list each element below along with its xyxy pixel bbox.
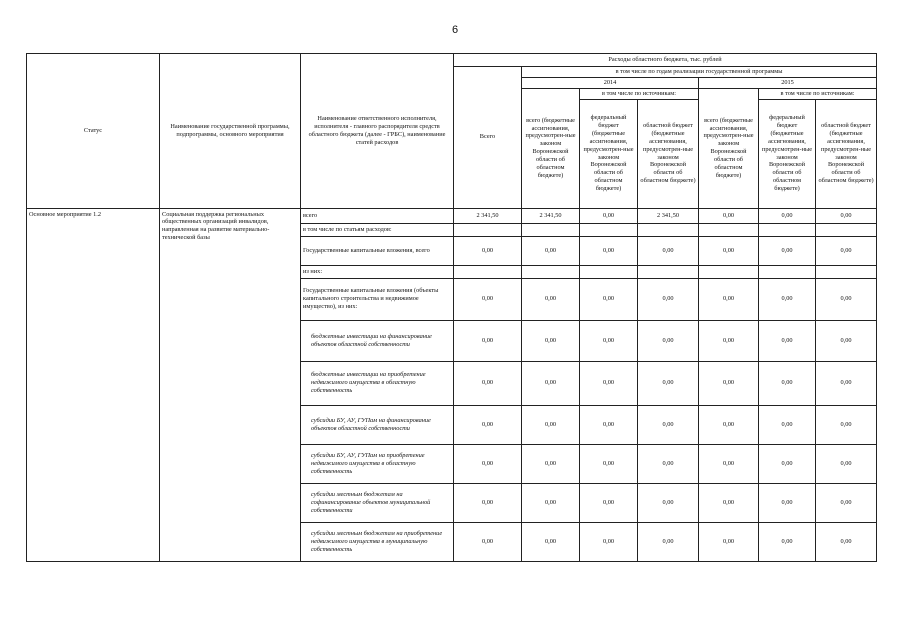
row-label: бюджетные инвестиции на финансирование объектов областной собственности	[301, 320, 454, 361]
header-responsible: Наименование ответственного исполнителя, исполнителя - главного распорядителя средств областного бюджета (далее - ГРБС), наименование статей расходов	[301, 54, 454, 209]
row-value: 0,00	[699, 405, 759, 444]
row-value: 0,00	[759, 405, 816, 444]
row-value: 0,00	[816, 320, 877, 361]
row-value: 2 341,50	[522, 208, 580, 223]
row-value: 0,00	[759, 522, 816, 561]
row-value: 0,00	[522, 522, 580, 561]
row-value: 0,00	[638, 522, 699, 561]
row-value: 0,00	[522, 444, 580, 483]
row-value: 0,00	[454, 405, 522, 444]
row-value: 0,00	[638, 444, 699, 483]
header-program-name: Наименование государственной программы, подпрограммы, основного мероприятия	[160, 54, 301, 209]
row-value: 0,00	[699, 361, 759, 405]
row-value: 0,00	[699, 208, 759, 223]
row-value: 0,00	[816, 361, 877, 405]
row-value: 0,00	[699, 483, 759, 522]
row-value: 0,00	[816, 208, 877, 223]
row-value: 0,00	[759, 361, 816, 405]
row-value: 0,00	[454, 236, 522, 265]
row-value: 0,00	[454, 522, 522, 561]
row-value: 0,00	[816, 405, 877, 444]
row-value: 0,00	[816, 444, 877, 483]
header-by-years: в том числе по годам реализации государственной программы	[522, 67, 877, 78]
header-2014-by-sources: в том числе по источникам:	[580, 88, 699, 99]
row-value: 0,00	[522, 361, 580, 405]
header-status: Статус	[27, 54, 160, 209]
row-value: 0,00	[580, 278, 638, 320]
row-value: 0,00	[759, 483, 816, 522]
header-2014-federal: федеральный бюджет (бюджетные ассигнования, предусмотрен-ные законом Воронежской области об областном бюджете)	[580, 99, 638, 208]
row-value: 0,00	[522, 236, 580, 265]
row-value: 0,00	[638, 320, 699, 361]
row-value: 0,00	[759, 320, 816, 361]
page-number: 6	[451, 24, 459, 36]
row-label: бюджетные инвестиции на приобретение недвижимого имущества в областную собственность	[301, 361, 454, 405]
header-2015-federal: федеральный бюджет (бюджетные ассигнования, предусмотрен-ные законом Воронежской области об областном бюджете)	[759, 99, 816, 208]
row-value: 0,00	[454, 444, 522, 483]
row-value: 0,00	[522, 483, 580, 522]
row-value: 0,00	[580, 361, 638, 405]
row-value: 0,00	[638, 405, 699, 444]
header-2014-total: всего (бюджетные ассигнования, предусмотрен-ные законом Воронежской области об областном бюджете)	[522, 88, 580, 208]
activity-status: Основное мероприятие 1.2	[27, 208, 160, 561]
row-value: 0,00	[759, 444, 816, 483]
row-value: 0,00	[816, 236, 877, 265]
row-value: 0,00	[816, 278, 877, 320]
row-label: из них:	[301, 265, 454, 278]
header-2015-by-sources: в том числе по источникам:	[759, 88, 877, 99]
row-value: 0,00	[580, 522, 638, 561]
row-value: 0,00	[699, 320, 759, 361]
row-label: Государственные капитальные вложения, всего	[301, 236, 454, 265]
budget-table	[26, 53, 877, 562]
row-value: 0,00	[699, 522, 759, 561]
row-value: 0,00	[580, 320, 638, 361]
row-value: 0,00	[816, 483, 877, 522]
header-year-2014: 2014	[522, 77, 699, 88]
row-value: 0,00	[759, 236, 816, 265]
activity-name: Социальная поддержка региональных общественных организаций инвалидов, направленная на развитие материально-технической базы	[160, 208, 301, 561]
header-year-2015: 2015	[699, 77, 877, 88]
row-value: 0,00	[580, 483, 638, 522]
row-label: всего	[301, 208, 454, 223]
row-value: 0,00	[816, 522, 877, 561]
row-value: 0,00	[522, 278, 580, 320]
row-value: 0,00	[638, 236, 699, 265]
header-2015-regional: областной бюджет (бюджетные ассигнования, предусмотрен-ные законом Воронежской области об областном бюджете)	[816, 99, 877, 208]
row-value: 0,00	[638, 278, 699, 320]
row-value: 0,00	[759, 278, 816, 320]
row-value: 0,00	[580, 444, 638, 483]
row-value: 0,00	[759, 208, 816, 223]
row-label: Государственные капитальные вложения (объекты капитального строительства и недвижимое имущество), из них:	[301, 278, 454, 320]
row-value: 0,00	[638, 361, 699, 405]
header-2014-regional: областной бюджет (бюджетные ассигнования, предусмотрен-ные законом Воронежской области об областном бюджете)	[638, 99, 699, 208]
row-value: 2 341,50	[454, 208, 522, 223]
row-value: 0,00	[699, 278, 759, 320]
row-label: субсидии местным бюджетам на приобретение недвижимого имущества в муниципальную собственность	[301, 522, 454, 561]
row-value: 0,00	[580, 236, 638, 265]
row-value: 0,00	[454, 361, 522, 405]
row-value: 0,00	[522, 405, 580, 444]
row-value: 2 341,50	[638, 208, 699, 223]
header-total: Всего	[454, 67, 522, 209]
row-value: 0,00	[580, 208, 638, 223]
row-label: субсидии БУ, АУ, ГУПам на приобретение недвижимого имущества в областную собственность	[301, 444, 454, 483]
row-value: 0,00	[454, 483, 522, 522]
row-value: 0,00	[522, 320, 580, 361]
row-value: 0,00	[454, 320, 522, 361]
header-2015-total: всего (бюджетные ассигнования, предусмотрен-ные законом Воронежской области об областном бюджете)	[699, 88, 759, 208]
row-value: 0,00	[699, 444, 759, 483]
header-expenses: Расходы областного бюджета, тыс. рублей	[454, 54, 877, 67]
row-label: субсидии местным бюджетам на софинансирование объектов муниципальной собственности	[301, 483, 454, 522]
row-value: 0,00	[454, 278, 522, 320]
row-label: в том числе по статьям расходов:	[301, 223, 454, 236]
row-value: 0,00	[580, 405, 638, 444]
row-label: субсидии БУ, АУ, ГУПам на финансирование объектов областной собственности	[301, 405, 454, 444]
row-value: 0,00	[638, 483, 699, 522]
row-value: 0,00	[699, 236, 759, 265]
